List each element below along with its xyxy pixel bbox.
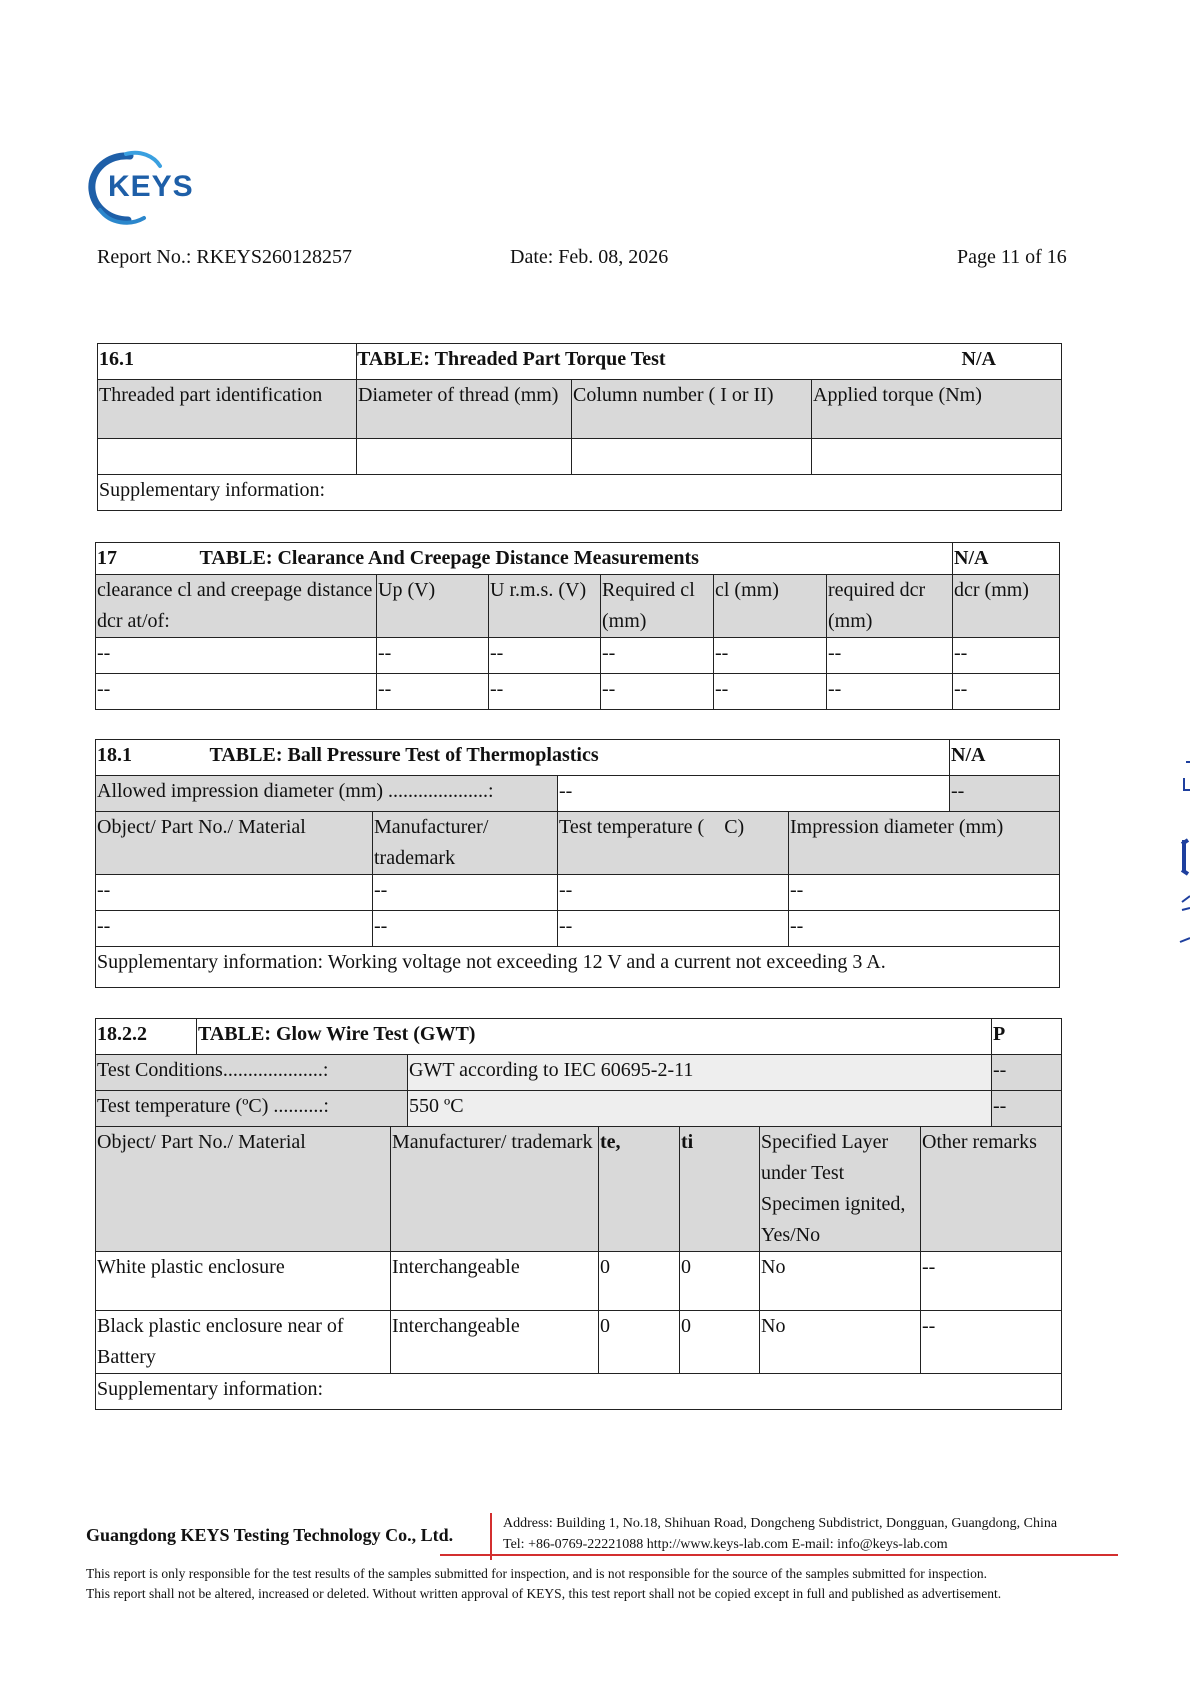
allowed-impression-label: Allowed impression diameter (mm) ....................: bbox=[96, 776, 558, 812]
table-ball-pressure bbox=[95, 739, 1060, 988]
keys-logo bbox=[86, 150, 196, 226]
table-cell: -- bbox=[558, 875, 789, 911]
clause-number: 17 bbox=[97, 547, 117, 569]
table-cell: 0 bbox=[680, 1311, 760, 1374]
table-row bbox=[96, 638, 1060, 674]
table-cell: 0 bbox=[680, 1252, 760, 1311]
verdict: P bbox=[992, 1019, 1062, 1055]
column-header: Object/ Part No./ Material bbox=[96, 812, 373, 875]
test-conditions-verdict: -- bbox=[992, 1055, 1062, 1091]
table-cell: -- bbox=[377, 674, 489, 710]
footer-rule bbox=[440, 1554, 1118, 1556]
column-header: Applied torque (Nm) bbox=[812, 380, 1062, 439]
table-cell: -- bbox=[953, 638, 1060, 674]
column-header: Threaded part identification bbox=[98, 380, 357, 439]
footer-address: Address: Building 1, No.18, Shihuan Road, Dongcheng Subdistrict, Dongguan, Guangdong, China bbox=[503, 1516, 1058, 1531]
table-cell: Black plastic enclosure near of Battery bbox=[96, 1311, 391, 1374]
table-cell bbox=[357, 439, 572, 475]
table-title: TABLE: Ball Pressure Test of Thermoplastics bbox=[373, 740, 950, 776]
test-temperature-label: Test temperature (ºC) ..........: bbox=[96, 1091, 408, 1127]
table-cell: White plastic enclosure bbox=[96, 1252, 391, 1311]
footer-contact: Tel: +86-0769-22221088 http://www.keys-lab.com E-mail: info@keys-lab.com bbox=[503, 1537, 948, 1552]
table-cell: -- bbox=[789, 911, 1060, 947]
table-cell: No bbox=[760, 1252, 921, 1311]
footer-company: Guangdong KEYS Testing Technology Co., Ltd. bbox=[86, 1525, 454, 1545]
clause-number: 18.2.2 bbox=[96, 1019, 197, 1055]
column-header: Manufacturer/ trademark bbox=[373, 812, 558, 875]
table-cell: -- bbox=[789, 875, 1060, 911]
table-cell: -- bbox=[714, 674, 827, 710]
column-header: Impression diameter (mm) bbox=[789, 812, 1060, 875]
table-cell: -- bbox=[96, 638, 377, 674]
page-number: Page 11 of 16 bbox=[957, 246, 1067, 268]
column-header: Manufacturer/ trademark bbox=[391, 1127, 599, 1252]
table-cell: -- bbox=[489, 674, 601, 710]
table-cell: -- bbox=[601, 674, 714, 710]
table-cell: -- bbox=[953, 674, 1060, 710]
column-header: te, bbox=[599, 1127, 680, 1252]
table-cell: -- bbox=[373, 911, 558, 947]
test-temperature-verdict: -- bbox=[992, 1091, 1062, 1127]
allowed-impression-value: -- bbox=[558, 776, 950, 812]
table-title: TABLE: Clearance And Creepage Distance Measurements bbox=[489, 543, 953, 575]
table-cell: -- bbox=[714, 638, 827, 674]
table-threaded-part-torque bbox=[97, 343, 1062, 511]
table-title: TABLE: Glow Wire Test (GWT) bbox=[197, 1019, 992, 1055]
test-temperature-value: 550 ºC bbox=[408, 1091, 992, 1127]
test-conditions-value: GWT according to IEC 60695-2-11 bbox=[408, 1055, 992, 1091]
supplementary-info: Supplementary information: Working voltage not exceeding 12 V and a current not exceeding 3 A. bbox=[96, 947, 1060, 988]
column-header: Diameter of thread (mm) bbox=[357, 380, 572, 439]
clause-number: 16.1 bbox=[98, 344, 357, 380]
table-cell: -- bbox=[827, 638, 953, 674]
table-cell: -- bbox=[921, 1311, 1062, 1374]
table-row bbox=[96, 1311, 1062, 1374]
supplementary-info: Supplementary information: bbox=[96, 1374, 1062, 1410]
footer-separator bbox=[490, 1513, 492, 1560]
table-cell bbox=[812, 439, 1062, 475]
column-header: clearance cl and creepage distance dcr at/of: bbox=[96, 575, 377, 638]
allowed-impression-verdict: -- bbox=[950, 776, 1060, 812]
column-header: cl (mm) bbox=[714, 575, 827, 638]
column-header: Required cl (mm) bbox=[601, 575, 714, 638]
table-cell: 0 bbox=[599, 1311, 680, 1374]
verdict: N/A bbox=[950, 740, 1060, 776]
table-cell: -- bbox=[601, 638, 714, 674]
column-header: dcr (mm) bbox=[953, 575, 1060, 638]
report-number: Report No.: RKEYS260128257 bbox=[97, 246, 352, 268]
table-cell: No bbox=[760, 1311, 921, 1374]
table-cell bbox=[98, 439, 357, 475]
table-cell: -- bbox=[377, 638, 489, 674]
column-header: Up (V) bbox=[377, 575, 489, 638]
table-row bbox=[96, 875, 1060, 911]
table-cell: -- bbox=[558, 911, 789, 947]
table-cell: -- bbox=[96, 875, 373, 911]
table-cell: -- bbox=[96, 911, 373, 947]
table-cell: -- bbox=[373, 875, 558, 911]
table-cell: Interchangeable bbox=[391, 1252, 599, 1311]
report-date: Date: Feb. 08, 2026 bbox=[510, 246, 669, 268]
column-header: Specified Layer under Test Specimen ignited, Yes/No bbox=[760, 1127, 921, 1252]
column-header: Test temperature ( C) bbox=[558, 812, 789, 875]
table-row bbox=[98, 439, 1062, 475]
table-cell: Interchangeable bbox=[391, 1311, 599, 1374]
column-header: Object/ Part No./ Material bbox=[96, 1127, 391, 1252]
table-cell bbox=[572, 439, 812, 475]
table-clearance-creepage bbox=[95, 542, 1060, 710]
test-conditions-label: Test Conditions....................: bbox=[96, 1055, 408, 1091]
verdict: N/A bbox=[953, 543, 1060, 575]
table-cell: -- bbox=[921, 1252, 1062, 1311]
table-cell: -- bbox=[96, 674, 377, 710]
table-cell: -- bbox=[827, 674, 953, 710]
table-cell: -- bbox=[489, 638, 601, 674]
column-header: required dcr (mm) bbox=[827, 575, 953, 638]
table-glow-wire-test bbox=[95, 1018, 1062, 1410]
stamp-fragment bbox=[1176, 760, 1190, 950]
table-row bbox=[96, 674, 1060, 710]
svg-text:KEYS: KEYS bbox=[108, 170, 194, 203]
table-title: TABLE: Threaded Part Torque Test bbox=[357, 344, 812, 380]
table-row bbox=[96, 1252, 1062, 1311]
column-header: Column number ( I or II) bbox=[572, 380, 812, 439]
footer-disclaimer-2: This report shall not be altered, increased or deleted. Without written approval of KEYS, this test report shall not be copied except in full and published as advertisement. bbox=[86, 1586, 1002, 1601]
column-header: Other remarks bbox=[921, 1127, 1062, 1252]
column-header: ti bbox=[680, 1127, 760, 1252]
table-cell: 0 bbox=[599, 1252, 680, 1311]
footer-disclaimer-1: This report is only responsible for the test results of the samples submitted for inspection, and is not responsible for the source of the samples submitted for inspection. bbox=[86, 1566, 987, 1581]
clause-number: 18.1 bbox=[96, 740, 373, 776]
column-header: U r.m.s. (V) bbox=[489, 575, 601, 638]
supplementary-info: Supplementary information: bbox=[98, 475, 1062, 511]
verdict: N/A bbox=[812, 344, 1062, 380]
table-row bbox=[96, 911, 1060, 947]
